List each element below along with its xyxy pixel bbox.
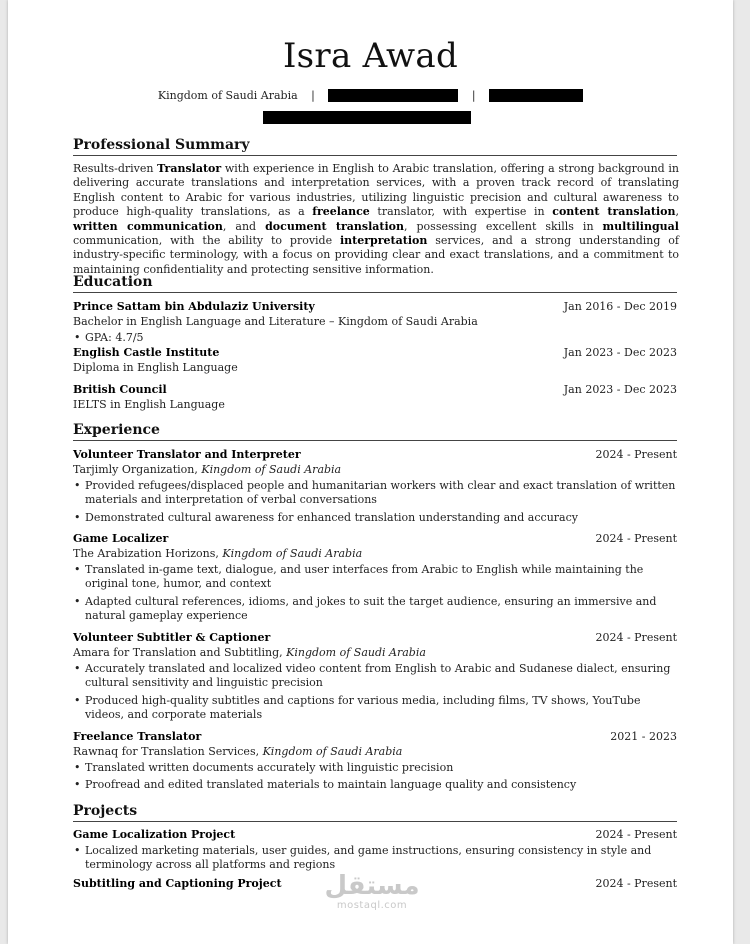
experience-item — [73, 729, 677, 796]
summary-keyword: freelance — [312, 205, 370, 219]
job-title: Volunteer Subtitler & Captioner — [73, 631, 271, 644]
mostaql-watermark — [322, 872, 422, 911]
summary-heading: Professional Summary — [73, 137, 677, 156]
job-title: Game Localizer — [73, 532, 169, 545]
gpa: • GPA: 4.7/5 — [73, 331, 677, 345]
redacted-email — [489, 89, 583, 102]
watermark-arabic: مستقل — [324, 871, 420, 901]
experience-item — [73, 630, 677, 726]
summary-run: , and — [222, 219, 266, 233]
summary-text — [73, 162, 679, 277]
bullet: • Adapted cultural references, idioms, and jokes to suit the target audience, ensuring an immersive and natural gameplay experience — [73, 595, 677, 624]
degree: Diploma in English Language — [73, 361, 238, 374]
experience-heading: Experience — [73, 422, 677, 441]
education-item — [73, 299, 677, 348]
summary-keyword: document translation — [265, 219, 404, 233]
redacted-phone — [328, 89, 458, 102]
bullet: • Provided refugees/displaced people and humanitarian workers with clear and exact translation of written materials and interpretation of verbal conversations — [73, 479, 677, 508]
institution-name: British Council — [73, 383, 167, 396]
separator: | — [471, 89, 476, 102]
date-range: 2024 - Present — [595, 877, 677, 890]
institution-name: English Castle Institute — [73, 346, 220, 359]
watermark-latin: mostaql.com — [336, 900, 408, 911]
degree: Bachelor in English Language and Literature – Kingdom of Saudi Arabia — [73, 315, 478, 328]
summary-run: communication, with the ability to provide — [73, 234, 340, 248]
employer-name: Amara for Translation and Subtitling, — [73, 646, 287, 659]
employer — [73, 744, 677, 759]
bullet: • Accurately translated and localized video content from English to Arabic and Sudanese dialect, ensuring cultural sensitivity and linguistic precision — [73, 662, 677, 691]
summary-run: , possessing excellent skills in — [404, 219, 603, 233]
employer-name: Tarjimly Organization, — [73, 463, 202, 476]
summary-run: translator, with expertise in — [369, 205, 553, 219]
employer-location: Kingdom of Saudi Arabia — [286, 646, 426, 659]
date-range: 2021 - 2023 — [610, 730, 677, 743]
employer — [73, 645, 677, 660]
summary-keyword: interpretation — [340, 234, 428, 248]
candidate-name: Isra Awad — [282, 36, 459, 76]
job-title: Freelance Translator — [73, 730, 202, 743]
date-range: Jan 2023 - Dec 2023 — [563, 346, 677, 359]
education-item — [73, 345, 677, 375]
project-name: Subtitling and Captioning Project — [73, 877, 282, 890]
date-range: 2024 - Present — [595, 828, 677, 841]
bullet: • Translated written documents accurately with linguistic precision — [73, 761, 677, 775]
experience-item — [73, 531, 677, 627]
summary-keyword: multilingual — [602, 219, 679, 233]
bullet: • Translated in-game text, dialogue, and user interfaces from Arabic to English while maintaining the original tone, humor, and context — [73, 563, 677, 592]
bullet: • Produced high-quality subtitles and captions for various media, including films, TV shows, YouTube videos, and corporate materials — [73, 694, 677, 723]
date-range: 2024 - Present — [595, 532, 677, 545]
experience-item — [73, 447, 677, 528]
project-name: Game Localization Project — [73, 828, 236, 841]
bullet: • Demonstrated cultural awareness for enhanced translation understanding and accuracy — [73, 511, 677, 525]
summary-run: services, and a strong understanding of industry-specific terminology, with a focus on providing clear and exact translations, and a commitment to maintaining confidentiality and protecting sensitive information. — [73, 234, 679, 276]
contact-line — [8, 89, 733, 102]
bullet: • Proofread and edited translated materials to maintain language quality and consistency — [73, 778, 677, 792]
education-heading: Education — [73, 274, 677, 293]
projects-heading: Projects — [73, 803, 677, 822]
employer-name: The Arabization Horizons, — [73, 547, 223, 560]
summary-keyword: Translator — [157, 162, 222, 175]
bullet: • Localized marketing materials, user guides, and game instructions, ensuring consistency in style and terminology across all platforms and regions — [73, 844, 677, 873]
employer — [73, 546, 677, 561]
summary-run: Results-driven — [73, 162, 158, 175]
summary-run: , — [675, 205, 679, 219]
degree: IELTS in English Language — [73, 398, 225, 411]
redacted-link — [263, 111, 471, 124]
separator: | — [311, 89, 315, 102]
date-range: 2024 - Present — [595, 631, 677, 644]
employer-location: Kingdom of Saudi Arabia — [201, 463, 342, 476]
summary-run: with experience in English to Arabic translation, offering a strong background in delivering accurate translations and interpretation services, with a proven track record of translating English content to Arabic for various industries, utilizing linguistic precision and cultural awareness to produce high-quality translations, as a — [73, 162, 679, 219]
employer — [73, 462, 677, 477]
institution-name: Prince Sattam bin Abdulaziz University — [73, 300, 315, 313]
resume-page — [8, 0, 733, 944]
date-range: Jan 2016 - Dec 2019 — [563, 300, 677, 313]
job-title: Volunteer Translator and Interpreter — [73, 448, 301, 461]
date-range: Jan 2023 - Dec 2023 — [563, 383, 677, 396]
project-item — [73, 827, 677, 876]
location: Kingdom of Saudi Arabia — [157, 89, 298, 102]
employer-name: Rawnaq for Translation Services, — [73, 745, 263, 758]
summary-keyword: content translation — [552, 205, 676, 219]
summary-keyword: written communication — [73, 219, 223, 233]
employer-location: Kingdom of Saudi Arabia — [222, 547, 363, 560]
date-range: 2024 - Present — [595, 448, 677, 461]
education-item — [73, 382, 677, 412]
employer-location: Kingdom of Saudi Arabia — [262, 745, 403, 758]
